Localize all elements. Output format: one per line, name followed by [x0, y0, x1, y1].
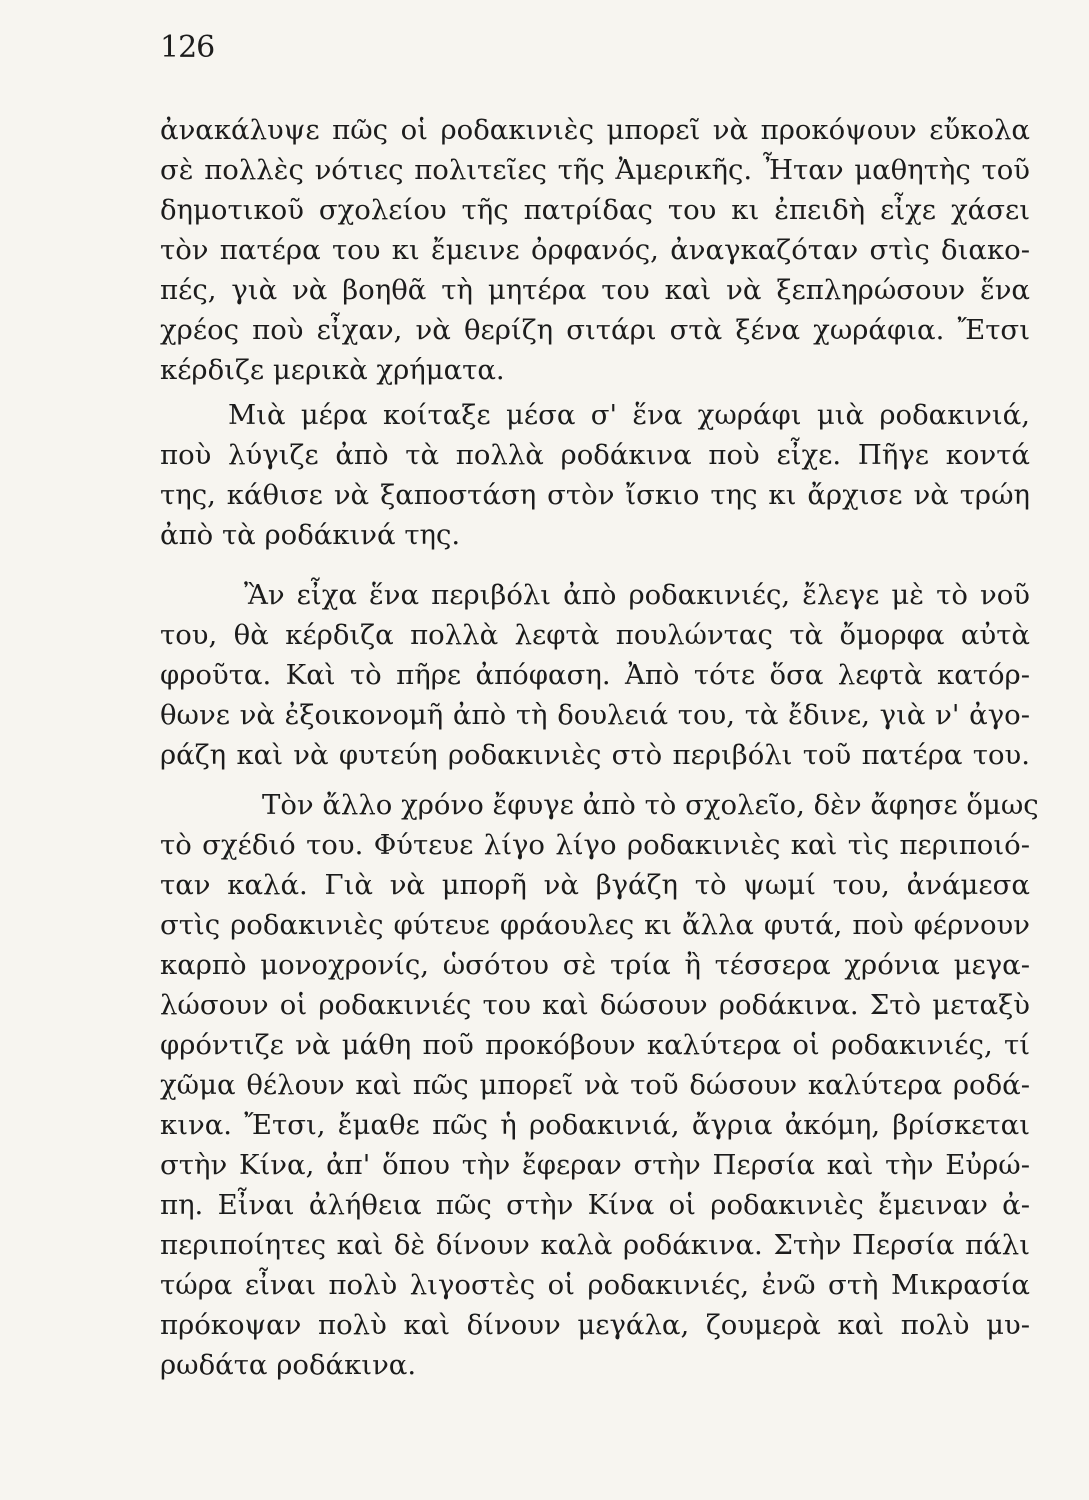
page-number: 126 [160, 30, 215, 65]
text-line: ρωδάτα ροδάκινα. [160, 1349, 417, 1381]
text-line: πη. Εἶναι ἀλήθεια πῶς στὴν Κίνα οἱ ροδακινιὲς ἔμειναν ἀ- [160, 1189, 1030, 1221]
text-line: χῶμα θέλουν καὶ πῶς μπορεῖ νὰ τοῦ δώσουν καλύτερα ροδά- [160, 1069, 1030, 1101]
text-line: φροῦτα. Καὶ τὸ πῆρε ἀπόφαση. Ἀπὸ τότε ὅσα λεφτὰ κατόρ- [160, 659, 1030, 691]
text-line: ἀνακάλυψε πῶς οἱ ροδακινιὲς μπορεῖ νὰ προκόψουν εὔκολα [160, 114, 1030, 146]
text-line: ἀπὸ τὰ ροδάκινά της. [160, 519, 461, 551]
text-line: λώσουν οἱ ροδακινιές του καὶ δώσουν ροδάκινα. Στὸ μεταξὺ [160, 989, 1030, 1021]
text-line: τὸ σχέδιό του. Φύτευε λίγο λίγο ροδακινιὲς καὶ τὶς περιποιό- [160, 829, 1030, 861]
text-line: του, θὰ κέρδιζα πολλὰ λεφτὰ πουλώντας τὰ ὄμορφα αὐτὰ [160, 619, 1030, 651]
paragraph-start-line: Μιὰ μέρα κοίταξε μέσα σ' ἕνα χωράφι μιὰ ροδακινιά, [228, 399, 1030, 431]
text-line: ποὺ λύγιζε ἀπὸ τὰ πολλὰ ροδάκινα ποὺ εἶχε. Πῆγε κοντά [160, 439, 1030, 471]
text-line: καρπὸ μονοχρονίς, ὡσότου σὲ τρία ἢ τέσσερα χρόνια μεγα- [160, 949, 1030, 981]
text-line: πρόκοψαν πολὺ καὶ δίνουν μεγάλα, ζουμερὰ καὶ πολὺ μυ- [160, 1309, 1030, 1341]
text-line: κινα. Ἔτσι, ἔμαθε πῶς ἡ ροδακινιά, ἄγρια ἀκόμη, βρίσκεται [160, 1109, 1030, 1141]
text-line: περιποίητες καὶ δὲ δίνουν καλὰ ροδάκινα. Στὴν Περσία πάλι [160, 1229, 1030, 1261]
text-line: πές, γιὰ νὰ βοηθᾶ τὴ μητέρα του καὶ νὰ ξεπληρώσουν ἕνα [160, 274, 1030, 306]
paragraph-start-line: Τὸν ἄλλο χρόνο ἔφυγε ἀπὸ τὸ σχολεῖο, δὲν ἄφησε ὅμως [262, 789, 1039, 821]
text-line: τώρα εἶναι πολὺ λιγοστὲς οἱ ροδακινιές, ἐνῶ στὴ Μικρασία [160, 1269, 1030, 1301]
text-line: στὶς ροδακινιὲς φύτευε φράουλες κι ἄλλα φυτά, ποὺ φέρνουν [160, 909, 1030, 941]
text-line: σὲ πολλὲς νότιες πολιτεῖες τῆς Ἀμερικῆς. Ἦταν μαθητὴς τοῦ [160, 154, 1030, 186]
text-line: τὸν πατέρα του κι ἔμεινε ὀρφανός, ἀναγκαζόταν στὶς διακο- [160, 234, 1030, 266]
text-line: φρόντιζε νὰ μάθη ποῦ προκόβουν καλύτερα οἱ ροδακινιές, τί [160, 1029, 1030, 1061]
text-line: της, κάθισε νὰ ξαποστάση στὸν ἴσκιο της κι ἄρχισε νὰ τρώη [160, 479, 1030, 511]
text-line: στὴν Κίνα, ἀπ' ὅπου τὴν ἔφεραν στὴν Περσία καὶ τὴν Εὐρώ- [160, 1149, 1030, 1181]
text-line: ράζη καὶ νὰ φυτεύη ροδακινιὲς στὸ περιβόλι τοῦ πατέρα του. [160, 739, 1030, 771]
text-line: δημοτικοῦ σχολείου τῆς πατρίδας του κι ἐπειδὴ εἶχε χάσει [160, 194, 1030, 226]
text-line: θωνε νὰ ἐξοικονομῆ ἀπὸ τὴ δουλειά του, τὰ ἔδινε, γιὰ ν' ἀγο- [160, 699, 1030, 731]
text-line: κέρδιζε μερικὰ χρήματα. [160, 354, 505, 386]
paragraph-start-line: Ἂν εἶχα ἕνα περιβόλι ἀπὸ ροδακινιές, ἔλεγε μὲ τὸ νοῦ [244, 579, 1030, 611]
text-line: χρέος ποὺ εἶχαν, νὰ θερίζη σιτάρι στὰ ξένα χωράφια. Ἔτσι [160, 314, 1030, 346]
text-line: ταν καλά. Γιὰ νὰ μπορῆ νὰ βγάζη τὸ ψωμί του, ἀνάμεσα [160, 869, 1030, 901]
